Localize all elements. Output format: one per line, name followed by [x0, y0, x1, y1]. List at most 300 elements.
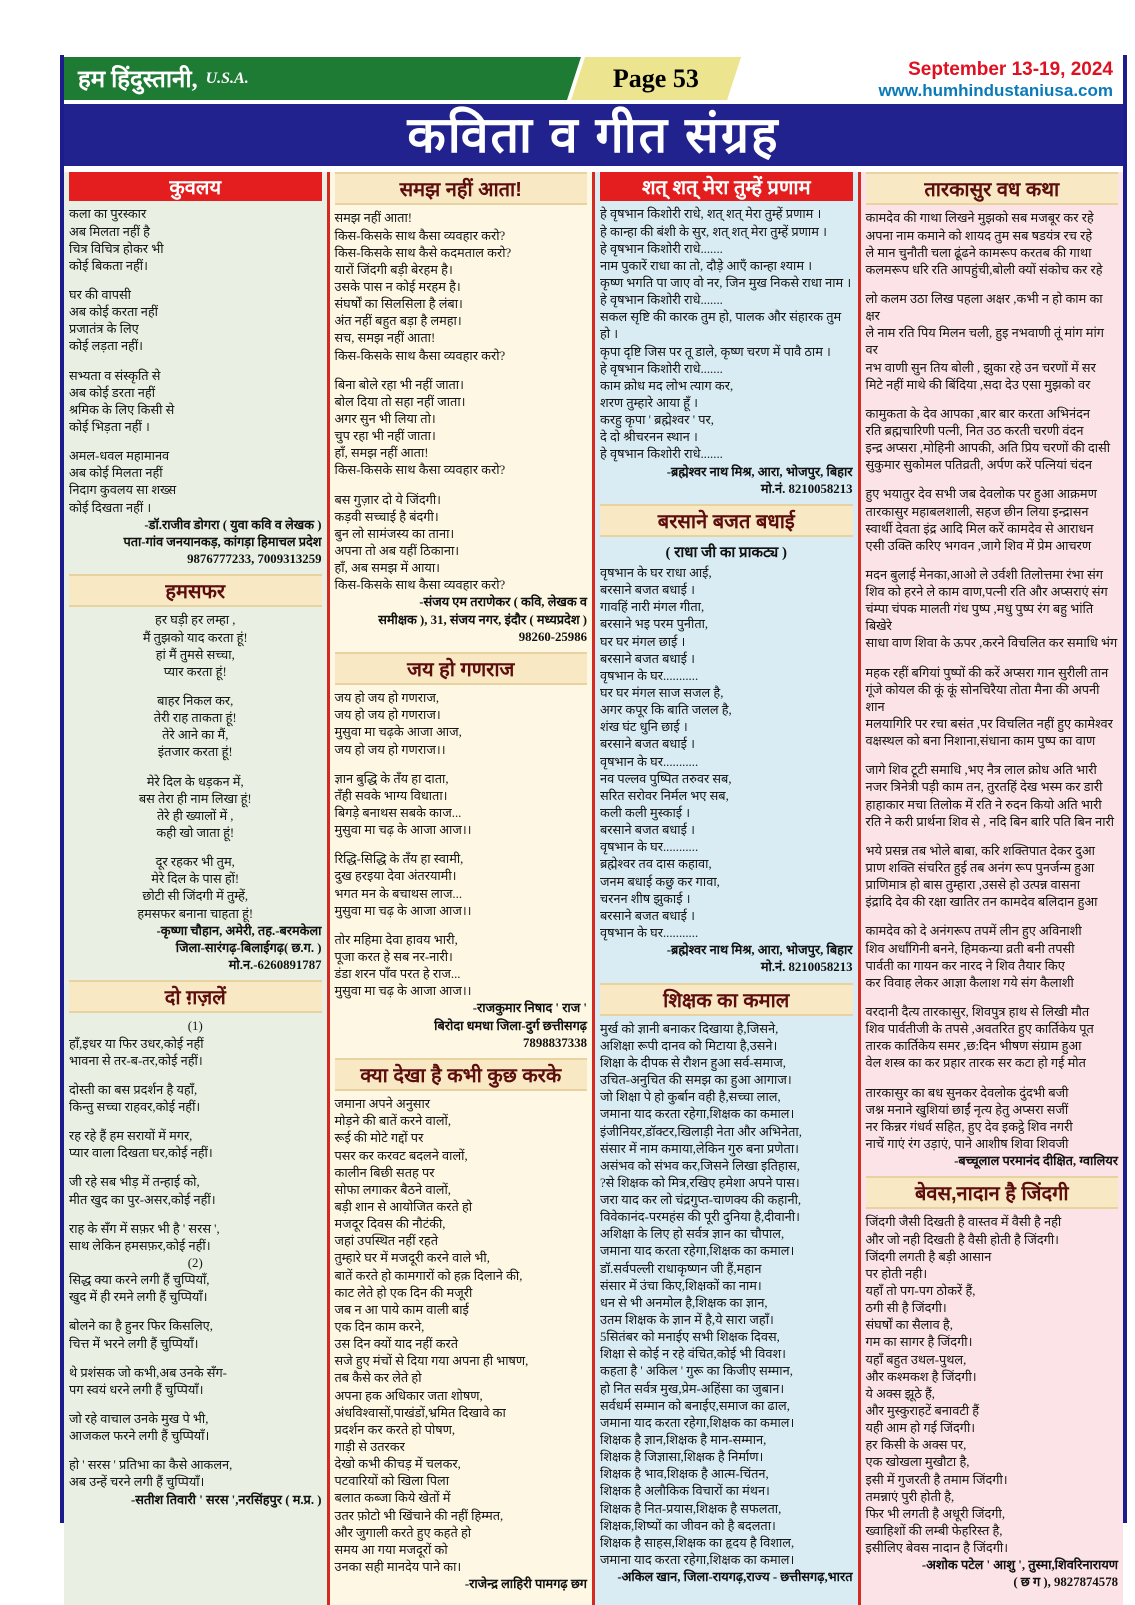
- poem-line: उनका सही मानदेय पाने का।: [334, 1559, 462, 1574]
- poem-line: इसीलिए बेवस नादान है जिंदगी।: [865, 1541, 1009, 1556]
- stanza-break: [335, 480, 588, 492]
- poem-line: पसर कर करवट बदलने वालों,: [334, 1148, 468, 1163]
- stanza-break: [69, 356, 322, 368]
- poem-line: चुप रहा भी नहीं जाता।: [334, 429, 436, 444]
- poem-line: चित्र विचित्र होकर भी: [69, 241, 164, 256]
- poem-line: मुर्ख को ज्ञानी बनाकर दिखाया है,जिसने,: [600, 1021, 779, 1036]
- poem-line: अब मिलता नहीं है: [69, 224, 150, 239]
- poem-line: रिद्धि-सिद्धि के तँय हा स्वामी,: [334, 852, 464, 867]
- author-line: -अकिल खान, जिला-रायगढ़,राज्य - छत्तीसगढ़,भारत: [617, 1570, 853, 1585]
- poem-line: बरसाने बजत बधाई ।: [600, 908, 695, 923]
- poem-line: मेरे दिल के धड़कन में,: [146, 774, 244, 789]
- poem-line: प्राणिमात्र हो बास तुम्हारा ,उससे हो उत्पन्न वासना: [865, 878, 1081, 893]
- poem-line: शरण तुम्हारे आया हूँ ।: [600, 395, 698, 410]
- poem-line: पूजा करत हे सब नर-नारी।: [334, 949, 453, 964]
- poem-line: कला का पुरस्कार: [69, 207, 147, 222]
- poem-line: बिगड़े बनाथस सबके काज...: [334, 805, 462, 820]
- poem-line: तारकासुर का बध सुनकर देवलोक दुंदभी बजी: [865, 1085, 1069, 1100]
- poem-line: संसार में उंचा किए,शिक्षकों का नाम।: [600, 1278, 762, 1293]
- poem-line: हो नित सर्वत्र मुख,प्रेम-अहिंसा का जुबान।: [600, 1381, 785, 1396]
- poem-line: जमाना याद करता रहेगा,शिक्षक का कमाल।: [600, 1415, 795, 1430]
- poem-line: धन से भी अनमोल है,शिक्षक का ज्ञान,: [600, 1295, 768, 1310]
- poem-line: गूंजे कोयल की कूं कूं सोनचिरैया तोता मैना की अपनी शान: [865, 682, 1100, 714]
- poem-line: जो शिक्षा पे हो कुर्बान वही है,सच्चा लाल,: [600, 1090, 781, 1105]
- page-frame: [60, 55, 1127, 1592]
- poem-line: अपना हक अधिकार जता शोषण,: [334, 1388, 483, 1403]
- poem-line: पग स्वयं धरने लगी हैं चुप्पियाँ।: [69, 1382, 204, 1397]
- stanza-break: [69, 275, 322, 287]
- masthead-right: [734, 57, 1123, 100]
- poem-line: पर होती नही।: [865, 1266, 928, 1281]
- column: [592, 172, 858, 1605]
- poem-line: नाम पुकारें राधा का तो, दौड़े आएँ कान्हा श्याम ।: [600, 258, 813, 273]
- poem-line: घर घर मंगल छाई ।: [600, 634, 686, 649]
- poem-line: कड़वी सच्चाई है बंदगी।: [334, 509, 439, 524]
- stanza-break: [69, 681, 322, 693]
- author-line: -डॉ.राजीव डोगरा ( युवा कवि व लेखक ): [144, 517, 322, 532]
- poem-section: [335, 172, 588, 646]
- poem-line: प्यार करता हूं!: [163, 664, 227, 679]
- poem-line: अगर कपूर कि बाति जलल है,: [600, 703, 732, 718]
- poem-line: उचित-अनुचित की समझ का हुआ आगाज।: [600, 1073, 792, 1088]
- poem-line: अशिक्षा रूपी दानव को मिटाया है,उसने।: [600, 1038, 778, 1053]
- section-title: बेवस,नादान है जिंदगी: [866, 1176, 1119, 1209]
- poem-section: [866, 1176, 1119, 1591]
- poem-line: जमाना अपने अनुसार: [334, 1097, 431, 1112]
- masthead: [64, 57, 1123, 100]
- poem-line: बातें करते हो कामगारों को हक़ दिलाने की,: [334, 1268, 523, 1283]
- poem-line: किस-किसके साथ कैसा व्यवहार करो?: [334, 228, 506, 243]
- poem-line: अब उन्हें चरने लगी हैं चुप्पियाँ।: [69, 1475, 205, 1490]
- poem-line: शिक्षक है नित-प्रयास,शिक्षक है सफलता,: [600, 1501, 782, 1516]
- poem-line: किस-किसके साथ कैसा व्यवहार करो?: [334, 348, 506, 363]
- poem-line: प्रदर्शन कर करते हो पोषण,: [334, 1422, 456, 1437]
- poem-line: विवेकानंद-परमहंस की पूरी दुनिया है,दीवानी।: [600, 1210, 800, 1225]
- stanza-break: [69, 1070, 322, 1082]
- stanza-break: [866, 653, 1119, 665]
- poem-line: किस-किसके साथ कैसा व्यवहार करो?: [334, 578, 506, 593]
- stanza-break: [69, 436, 322, 448]
- poem-line: गम का सागर है जिंदगी।: [865, 1335, 973, 1350]
- poem-line: सुकुमार सुकोमल पतिव्रती, अर्पण करें पत्नियां चंदन: [865, 458, 1093, 473]
- poem-line: बरसाने बजत बधाई ।: [600, 737, 695, 752]
- poem-line: बोल दिया तो सहा नहीं जाता।: [334, 394, 466, 409]
- poem-line: जहां उपस्थित नहीं रहते: [334, 1234, 439, 1249]
- stanza-break: [69, 1445, 322, 1457]
- poem-line: यहाँ तो पग-पग ठोकरें हैं,: [865, 1283, 976, 1298]
- poem-line: इन्द्र अप्सरा ,मोहिनी आपकी, अति प्रिय चरणों की दासी: [865, 441, 1111, 456]
- poem-line: एसी उक्ति करिए भगवन ,जागे शिव में प्रेम आचरण: [865, 538, 1092, 553]
- poem-line: मुसुवा मा चढ़ के आजा आज।।: [334, 823, 472, 838]
- poem-line: रति ने करी प्रार्थना शिव से , नदि बिन बारि पति बिन नारी: [865, 814, 1115, 829]
- poem-line: मदन बुलाई मेनका,आओ ले उर्वशी तिलोत्तमा रंभा संग: [865, 567, 1103, 582]
- section-title: तारकासुर वध कथा: [866, 172, 1119, 205]
- section-subtitle: ( राधा जी का प्राकट्य ): [665, 545, 787, 562]
- poem-line: जब न आ पाये काम वाली बाई: [334, 1302, 469, 1317]
- poem-line: जी रहे सब भीड़ में तन्हाई को,: [69, 1175, 200, 1190]
- column: [327, 172, 593, 1605]
- stanza-break: [866, 394, 1119, 406]
- poem-line: हे वृषभान किशोरी राधे.......: [600, 447, 723, 462]
- poem-line: यारों जिंदगी बड़ी बेरहम है।: [334, 262, 453, 277]
- author-line: -संजय एम तराणेकर ( कवि, लेखक व: [419, 595, 587, 610]
- poem-line: असंभव को संभव कर,जिसने लिखा इतिहास,: [600, 1158, 800, 1173]
- poem-line: जमाना याद करता रहेगा,शिक्षक का कमाल।: [600, 1244, 795, 1259]
- poem-line: जिंदगी लगती है बड़ी आसान: [865, 1249, 992, 1264]
- poem-line: हे वृषभान किशोरी राधे.......: [600, 361, 723, 376]
- poem-line: वृषभान के घर...........: [600, 668, 699, 683]
- poem-line: और जुगाली करते हुए कहते हो: [334, 1525, 472, 1540]
- poem-line: अशिक्षा के लिए हो सर्वत्र ज्ञान का चौपाल,: [600, 1227, 785, 1242]
- section-banner-title: कविता व गीत संग्रह: [64, 104, 1123, 166]
- poem-line: भगत मन के बचाथस लाज...: [334, 886, 463, 901]
- poem-line: हाँ, समझ नहीं आता!: [334, 446, 429, 461]
- poem-line: शिव को हरने ले काम वाण,पत्नी रति और अप्सराएं संग: [865, 585, 1108, 600]
- poem-line: शिक्षक है जिज्ञासा,शिक्षक है निर्माण।: [600, 1450, 764, 1465]
- stanza-break: [69, 762, 322, 774]
- section-title: समझ नहीं आता!: [335, 172, 588, 205]
- poem-line: संघर्षों का सैलाव है,: [865, 1318, 953, 1333]
- poem-line: तारक कार्तिकेय समर ,छ:दिन भीषण संग्राम हुआ: [865, 1039, 1082, 1054]
- stanza-break: [866, 831, 1119, 843]
- poem-line: कृष्ण भगति पा जाए वो नर, जिन मुख निकसे राधा नाम ।: [600, 275, 852, 290]
- poem-line: तँही सवके भाग्य विधाता।: [334, 788, 448, 803]
- poem-line: तेरे आने का मैं,: [162, 728, 229, 743]
- poem-line: तब कैसे कर लेते हो: [334, 1371, 422, 1386]
- poem-line: कलमरूप धरि रति आपहुंची,बोली क्यों संकोच कर रहे: [865, 262, 1103, 277]
- poem-line: अपना तो अब यहीं ठिकाना।: [334, 543, 460, 558]
- poem-line: स्वार्थी देवता इंद्र आदि मिल करें कामदेव से आराधन: [865, 521, 1094, 536]
- section-title: शिक्षक का कमाल: [600, 983, 853, 1016]
- poem-line: दुख हरइया देवा अंतरयामी।: [334, 869, 457, 884]
- poem-line: जश्न मनाने खुशियां छाईं नृत्य हेतु अप्सरा सजीं: [865, 1102, 1069, 1117]
- page-number-label: Page 53: [613, 63, 699, 93]
- poem-line: वेल शस्त्र का कर प्रहार तारक सर कटा हो गई मोत: [865, 1056, 1086, 1071]
- poem-line: चरनन शीष झुकाई ।: [600, 891, 691, 906]
- poem-line: शिक्षा के दीपक से रौशन हुआ सर्व-समाज,: [600, 1055, 786, 1070]
- poem-line: आजकल फरने लगी हैं चुप्पियाँ।: [69, 1429, 210, 1444]
- poem-line: हां मैं तुमसे सच्चा,: [155, 647, 235, 662]
- poem-section: [600, 172, 853, 498]
- poem-line: एक खोखला मुखौटा है,: [865, 1455, 970, 1470]
- stanza-break: [866, 992, 1119, 1004]
- stanza-break: [866, 1073, 1119, 1085]
- poem-line: सिद्ध क्या करने लगी हैं चुप्पियाँ,: [69, 1273, 210, 1288]
- poem-line: जिंदगी जैसी दिखती है वास्तव में वैसी है नही: [865, 1215, 1062, 1230]
- author-line: पता-गांव जनयानकड़, कांगड़ा हिमाचल प्रदेश: [123, 534, 322, 549]
- stanza-break: [335, 920, 588, 932]
- author-line: -बच्चूलाल परमानंद दीक्षित, ग्वालियर: [954, 1154, 1118, 1169]
- poem-line: भावना से तर-ब-तर,कोई नहीं।: [69, 1053, 203, 1068]
- poem-line: समय आ गया मजदूरों को: [334, 1542, 448, 1557]
- poem-line: मिटे नहीं माथे की बिंदिया ,सदा देउ एसा मुझको वर: [865, 377, 1091, 392]
- poem-line: मुसुवा मा चढ़के आजा आज,: [334, 725, 462, 740]
- poem-line: वृषभान के घर...........: [600, 840, 699, 855]
- section-title: कुवलय: [69, 172, 322, 201]
- poem-line: चित्त में भरने लगी हैं चुप्पियाँ।: [69, 1336, 199, 1351]
- poem-line: कर विवाह लेकर आज्ञा कैलाश गये संग कैलाशी: [865, 975, 1074, 990]
- poem-line: बरसाने बजत बधाई ।: [600, 651, 695, 666]
- author-line: -राजेन्द्र लाहिरी पामगढ़ छग: [464, 1577, 587, 1592]
- poem-line: तेरे ही ख्यालों में ,: [157, 808, 234, 823]
- poem-line: और मुस्कुराहटें बनावटी हैं: [865, 1403, 980, 1418]
- poem-line: हाहाकार मचा तिलोक में रति ने रुदन कियो अति भारी: [865, 797, 1102, 812]
- section-title: जय हो गणराज: [335, 652, 588, 685]
- poem-line: मजदूर दिवस की नौटंकी,: [334, 1217, 446, 1232]
- poem-section: [69, 172, 322, 568]
- stanza-break: [866, 911, 1119, 923]
- poem-section: [335, 1058, 588, 1593]
- author-line: -ब्रह्मेश्वर नाथ मिश्र, आरा, भोजपुर, बिहार: [666, 943, 853, 958]
- poem-line: गाड़ी से उतरकर: [334, 1440, 405, 1454]
- poem-line: सर्वधर्म सम्मान को बनाईए,समाज का ढाल,: [600, 1398, 790, 1413]
- page-number-tab: [567, 57, 741, 100]
- poem-line: खुद में ही रमने लगी हैं चुप्पियाँ।: [69, 1290, 208, 1305]
- poem-section: [600, 504, 853, 977]
- poem-line: वृषभान के घर...........: [600, 754, 699, 769]
- poem-line: मेरे दिल के पास हों!: [151, 872, 240, 887]
- poem-line: सजे हुए मंचों से दिया गया अपना ही भाषण,: [334, 1354, 529, 1369]
- poem-line: दूर रहकर भी तुम,: [155, 855, 235, 870]
- author-line: मो.नं. 8210058213: [760, 481, 853, 496]
- poem-line: शिक्षक है अलौकिक विचारों का मंथन।: [600, 1484, 770, 1499]
- poem-line: हाँ,इधर या फिर उधर,कोई नहीं: [69, 1036, 204, 1051]
- columns: [64, 172, 1123, 1605]
- poem-section: [69, 980, 322, 1508]
- website-link[interactable]: www.humhindustaniusa.com: [878, 80, 1113, 100]
- poem-line: ज्ञान बुद्धि के तँय हा दाता,: [334, 771, 449, 786]
- poem-line: संघर्षों का सिलसिला है लंबा।: [334, 297, 463, 312]
- stanza-break: [69, 1209, 322, 1221]
- poem-line: कृपा दृष्टि जिस पर तू डाले, कृष्ण चरण में पावै ठाम ।: [600, 344, 831, 359]
- poem-line: उतर फ़ोटो भी खिंचाने की नहीं हिम्मत,: [334, 1508, 504, 1523]
- author-line: -ब्रह्मेश्वर नाथ मिश्र, आरा, भोजपुर, बिहार: [666, 464, 853, 479]
- poem-line: अब कोई करता नहीं: [69, 305, 158, 320]
- author-line: 7898837338: [523, 1035, 587, 1050]
- stanza-break: [69, 1399, 322, 1411]
- poem-line: मुसुवा मा चढ़ के आजा आज।।: [334, 903, 472, 918]
- stanza-break: [69, 1116, 322, 1128]
- author-line: -राजकुमार निषाद ' राज ': [472, 1001, 587, 1016]
- poem-line: जमाना याद करता रहेगा,शिक्षक का कमाल।: [600, 1553, 795, 1568]
- poem-line: मैं तुझको याद करता हूं!: [142, 630, 248, 645]
- stanza-break: [335, 759, 588, 771]
- poem-line: जो रहे वाचाल उनके मुख पे भी,: [69, 1412, 209, 1427]
- poem-line: उस दिन क्यों याद नहीं करते: [334, 1337, 459, 1352]
- poem-line: बस गुज़ार दो ये जिंदगी।: [334, 492, 442, 507]
- poem-line: घर घर मंगल साज सजल है,: [600, 686, 724, 701]
- poem-line: बरसाने भइ परम पुनीता,: [600, 617, 709, 632]
- poem-line: साधा वाण शिवा के ऊपर ,करने विचलित कर समाधि भंग: [865, 636, 1118, 651]
- poem-line: दे दो श्रीचरनन स्थान ।: [600, 430, 698, 445]
- poem-line: (2): [187, 1256, 203, 1271]
- poem-line: ख्वाहिशों की लम्बी फेहरिस्त है,: [865, 1523, 1003, 1538]
- poem-line: और कश्मकश है जिंदगी।: [865, 1369, 977, 1384]
- poem-line: ठगी सी है जिंदगी।: [865, 1301, 947, 1316]
- poem-line: ले मान चुनौती चला ढूंढने कामरूप करतब की गाथा: [865, 245, 1092, 260]
- poem-line: नर किन्नर गंधर्व सहित, हुए देव इकट्ठे शिव नगरी: [865, 1119, 1073, 1134]
- poem-line: हो ' सरस ' प्रतिभा का कैसे आकलन,: [69, 1458, 233, 1473]
- poem-line: किस-किसके साथ कैसे कदमताल करो?: [334, 245, 512, 260]
- poem-line: साथ लेकिन हमसफ़र,कोई नहीं।: [69, 1238, 211, 1253]
- poem-section: [600, 983, 853, 1587]
- paper-country: U.S.A.: [205, 69, 249, 87]
- section-title: बरसाने बजत बधाई: [600, 504, 853, 537]
- poem-line: बिना बोले रहा भी नहीं जाता।: [334, 377, 464, 392]
- poem-line: कामुकता के देव आपका ,बार बार करता अभिनंदन: [865, 406, 1091, 421]
- poem-line: कामदेव को दे अनंगरूप तपमें लीन हुए अविनाशी: [865, 924, 1082, 939]
- poem-line: करहु कृपा ' ब्रह्मेश्वर ' पर,: [600, 413, 714, 428]
- poem-section: [69, 574, 322, 974]
- poem-line: वरदानी दैत्य तारकासुर, शिवपुत्र हाथ से लिखी मौत: [865, 1005, 1090, 1020]
- poem-line: तमन्नाएं पुरी होती है,: [865, 1489, 955, 1504]
- column: [64, 172, 327, 1605]
- poem-line: ?से शिक्षक को मित्र,रखिए हमेशा अपने पास।: [600, 1175, 800, 1190]
- section-title: हमसफर: [69, 574, 322, 607]
- poem-line: हे वृषभान किशोरी राधे.......: [600, 241, 723, 256]
- poem-line: बलात कब्जा किये खेतों में: [334, 1491, 451, 1506]
- section-title: शत् शत् मेरा तुम्हें प्रणाम: [600, 172, 853, 201]
- poem-line: और जो नही दिखती है वैसी होती है जिंदगी।: [865, 1232, 1059, 1247]
- paper-masthead: [64, 57, 584, 100]
- poem-line: वृषभान के घर राधा आई,: [600, 566, 712, 581]
- poem-line: अगर सुन भी लिया तो।: [334, 411, 436, 426]
- poem-line: कामदेव की गाथा लिखने मुझको सब मजबूर कर रहे: [865, 211, 1094, 226]
- author-line: मो.नं. 8210058213: [760, 960, 853, 975]
- poem-line: अमल-धवल महामानव: [69, 449, 170, 464]
- poem-line: तारकासुर महाबलशाली, सहज छीन लिया इन्द्रासन: [865, 504, 1089, 519]
- poem-line: नव पल्लव पुष्पित तरुवर सब,: [600, 771, 732, 786]
- poem-section: [866, 172, 1119, 1170]
- stanza-break: [866, 555, 1119, 567]
- stanza-break: [69, 842, 322, 854]
- author-line: -सतीश तिवारी ' सरस ',नरसिंहपुर ( म.प्र. ): [130, 1492, 322, 1507]
- poem-line: जय हो जय हो गणराज,: [334, 691, 440, 706]
- poem-line: फिर भी लगती है अधूरी जिंदगी,: [865, 1506, 1006, 1521]
- poem-line: लो कलम उठा लिख पहला अक्षर ,कभी न हो काम का क्षर: [865, 291, 1103, 324]
- stanza-break: [69, 1162, 322, 1174]
- poem-line: सभ्यता व संस्कृति से: [69, 368, 161, 383]
- poem-line: शिव पार्वतीजी के तपसे ,अवतरित हुए कार्तिकेय पूत: [865, 1022, 1094, 1037]
- author-line: मो.न.-6260891787: [228, 958, 322, 973]
- poem-line: उतम शिक्षक के ज्ञान में है,ये सारा जहाँ।: [600, 1313, 774, 1328]
- poem-line: कालीन बिछी सतह पर: [334, 1165, 435, 1180]
- poem-line: छोटी सी जिंदगी में तुम्हें,: [142, 889, 249, 904]
- poem-line: शिव अर्धांगिनी बनने, हिमकन्या व्रती बनी तपसी: [865, 941, 1075, 956]
- poem-line: देखो कभी कीचड़ में चलकर,: [334, 1457, 461, 1472]
- poem-line: शिक्षक,शिष्यों का जीवन को है बदलता।: [600, 1518, 776, 1533]
- poem-line: महक रहीं बगियां पुष्पों की करें अप्सरा गान सुरीली तान: [865, 665, 1109, 680]
- poem-line: मुसुवा मा चढ़ के आजा आज।।: [334, 984, 472, 999]
- poem-line: रति ब्रह्मचारिणी पत्नी, नित उठ करती चरणी वंदन: [865, 423, 1084, 438]
- poem-line: हर घड़ी हर लम्हा ,: [155, 613, 236, 628]
- poem-line: निदाग कुवलय सा शख्स: [69, 483, 177, 498]
- poem-line: पटवारियों को खिला पिला: [334, 1474, 450, 1489]
- issue-date: September 13-19, 2024: [908, 59, 1113, 80]
- poem-line: तेरी राह ताकता हूं!: [153, 711, 237, 726]
- author-line: जिला-सारंगढ़-बिलाईगढ़( छ.ग. ): [175, 940, 322, 955]
- poem-line: समझ नहीं आता!: [334, 211, 413, 226]
- poem-line: भये प्रसन्न तब भोले बाबा, करि शक्तिपात देकर दुआ: [865, 843, 1095, 858]
- poem-line: बड़ी शान से आयोजित करते हो: [334, 1200, 473, 1215]
- poem-line: अब कोई डरता नहीं: [69, 385, 156, 400]
- stanza-break: [866, 750, 1119, 762]
- poem-line: बोलने का है हुनर फिर किसलिए,: [69, 1319, 213, 1334]
- poem-line: ये अक्स झूठे हैं,: [865, 1386, 935, 1401]
- poem-line: (1): [187, 1019, 203, 1034]
- poem-line: रह रहे हैं हम सरायों में मगर,: [69, 1129, 193, 1144]
- author-line: बिरोदा धमधा जिला-दुर्ग छत्तीसगढ़: [434, 1018, 587, 1033]
- poem-line: प्रजातंत्र के लिए: [69, 322, 139, 337]
- poem-line: नाचें गाएं रंग उड़ाएं, पाने आशीष शिवा शिवजी: [865, 1137, 1069, 1151]
- poem-line: शिक्षक है ज्ञान,शिक्षक है मान-सम्मान,: [600, 1433, 767, 1448]
- paper-name: हम हिंदुस्तानी,: [78, 67, 198, 94]
- poem-line: एक दिन काम करने,: [334, 1320, 425, 1335]
- poem-line: घर की वापसी: [69, 287, 132, 302]
- author-line: 9876777233, 7009313259: [187, 552, 322, 567]
- poem-line: नजर त्रिनेत्री पड़ी काम तन, तुरतहिं देख भस्म कर डारी: [865, 780, 1103, 795]
- poem-line: कली कली मुस्काई ।: [600, 806, 691, 820]
- section-title: क्या देखा है कभी कुछ करके: [335, 1058, 588, 1091]
- poem-line: यहाँ बहुत उथल-पुथल,: [865, 1352, 967, 1367]
- poem-line: कोई भिड़ता नहीं ।: [69, 419, 150, 434]
- stanza-break: [335, 365, 588, 377]
- poem-line: प्यार वाला दिखता घर,कोई नहीं।: [69, 1146, 213, 1161]
- poem-line: रूई की मोटे गद्दों पर: [334, 1131, 424, 1146]
- poem-line: यही आम हो गई जिंदगी।: [865, 1421, 976, 1436]
- poem-line: काम क्रोध मद लोभ त्याग कर,: [600, 378, 734, 393]
- poem-line: जय हो जय हो गणराज।: [334, 708, 441, 723]
- poem-section: [335, 652, 588, 1052]
- poem-line: शिक्षक है साहस,शिक्षक का हृदय है विशाल,: [600, 1535, 795, 1550]
- poem-line: कहता है ' अकिल ' गुरू का किजीए सम्मान,: [600, 1364, 793, 1379]
- poem-line: सच, समझ नहीं आता!: [334, 331, 436, 346]
- poem-line: जमाना याद करता रहेगा,शिक्षक का कमाल।: [600, 1107, 795, 1122]
- poem-line: दोस्ती का बस प्रदर्शन है यहाँ,: [69, 1082, 198, 1097]
- poem-line: पार्वती का गायन कर नारद ने शिव तैयार किए: [865, 958, 1065, 973]
- poem-line: कोई दिखता नहीं ।: [69, 500, 152, 515]
- poem-line: हे कान्हा की बंशी के सुर, शत् शत् मेरा तुम्हें प्रणाम ।: [600, 224, 827, 239]
- poem-line: वृषभान के घर...........: [600, 925, 699, 940]
- poem-line: अब कोई मिलता नहीं: [69, 466, 163, 481]
- poem-line: कोई लड़ता नहीं।: [69, 339, 144, 354]
- poem-line: शिक्षक है भाव,शिक्षक है आत्म-चिंतन,: [600, 1467, 769, 1482]
- section-title: दो ग़ज़लें: [69, 980, 322, 1013]
- poem-line: अपना नाम कमाने को शायद तुम सब षडयंत्र रच रहे: [865, 228, 1093, 243]
- poem-line: कही खो जाता हूं!: [156, 825, 235, 840]
- poem-line: राह के सँग में सफ़र भी है ' सरस ',: [69, 1221, 220, 1236]
- poem-line: हे वृषभान किशोरी राधे.......: [600, 293, 723, 308]
- poem-line: तोर महिमा देवा हावय भारी,: [334, 932, 458, 947]
- poem-line: बुन लो सामंजस्य का ताना।: [334, 526, 455, 541]
- poem-line: जरा याद कर लो चंद्रगुप्त-चाणक्य की कहानी,: [600, 1193, 802, 1208]
- poem-line: हाँ, अब समझ में आया।: [334, 561, 440, 576]
- poem-line: सकल सृष्टि की कारक तुम हो, पालक और संहारक तुम हो ।: [600, 310, 842, 342]
- poem-line: संसार में नाम कमाया,लेकिन गुरु बना प्रणेता।: [600, 1141, 799, 1156]
- author-line: -कृष्णा चौहान, अमेरी, तह.-बरमकेला: [156, 923, 322, 938]
- poem-line: हुए भयातुर देव सभी जब देवलोक पर हुआ आक्रमण: [865, 487, 1097, 502]
- poem-line: वक्षस्थल को बना निशाना,संधाना काम पुष्प का वाण: [865, 734, 1096, 749]
- author-line: ( छ ग ), 9827874578: [1013, 1575, 1118, 1590]
- poem-line: किन्तु सच्चा राहवर,कोई नहीं।: [69, 1100, 201, 1115]
- poem-line: इंद्रादि देव की रक्षा खातिर तन कामदेव बलिदान हुआ: [865, 895, 1098, 910]
- author-line: 98260-25986: [518, 629, 587, 644]
- poem-line: बाहर निकल कर,: [157, 694, 234, 708]
- poem-line: कोई बिकता नहीं।: [69, 258, 148, 273]
- poem-line: सोफा लगाकर बैठने वालों,: [334, 1182, 451, 1197]
- poem-line: मोड़ने की बातें करने वालों,: [334, 1114, 452, 1129]
- poem-line: हर किसी के अक्स पर,: [865, 1438, 967, 1453]
